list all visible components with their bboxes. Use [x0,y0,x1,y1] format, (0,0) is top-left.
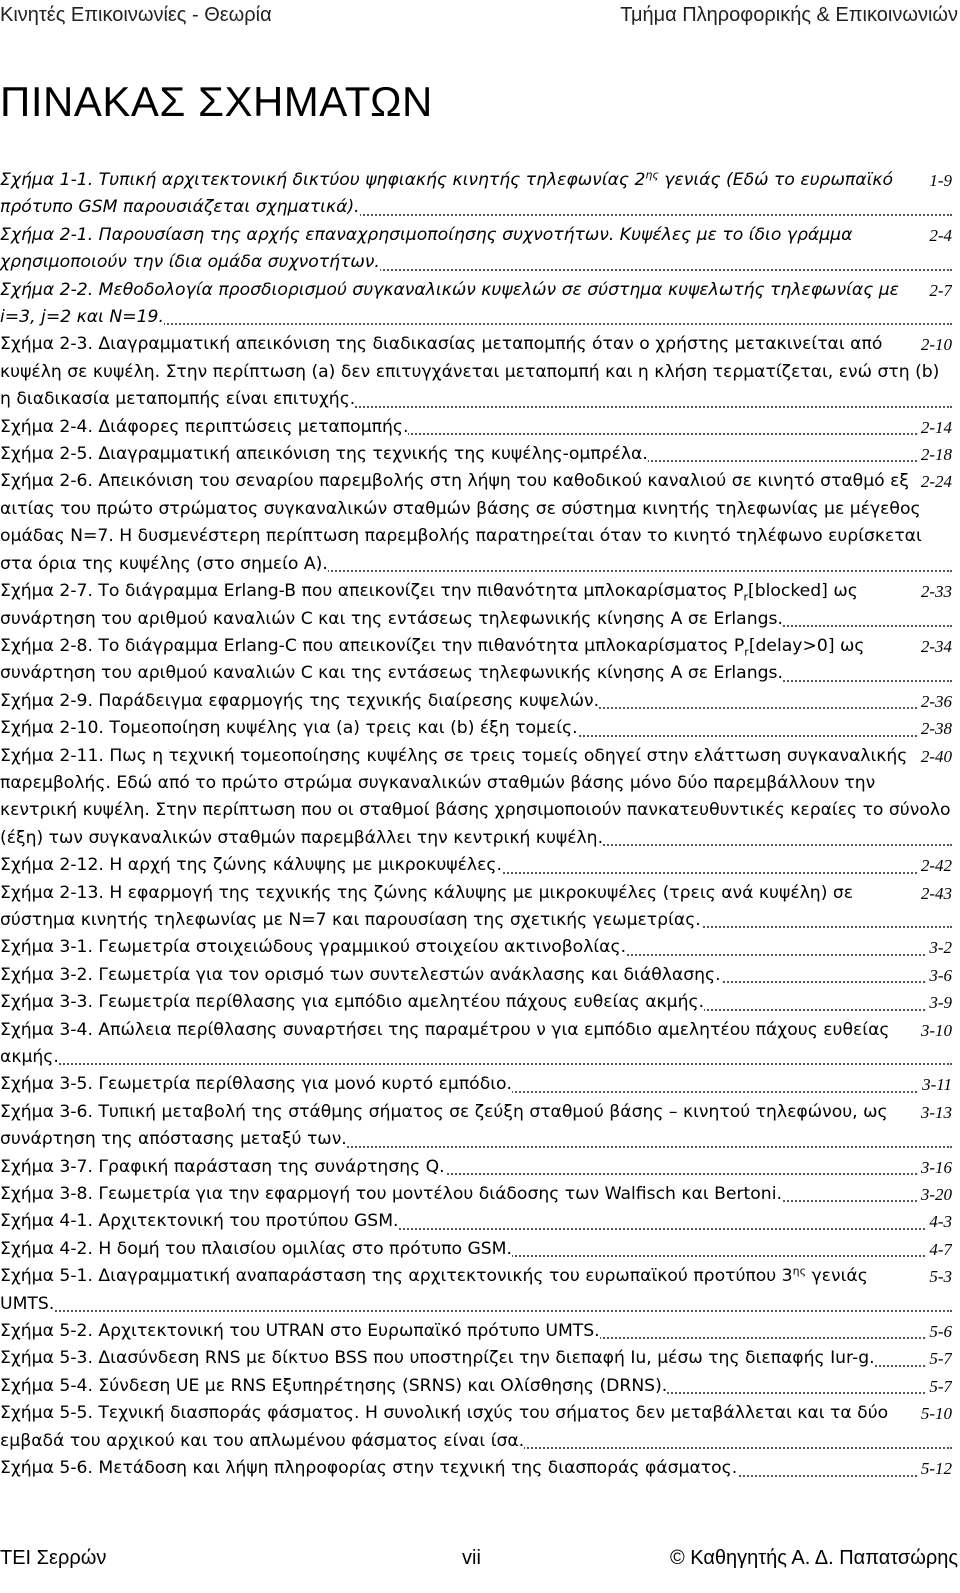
toc-entry-caption: Διαγραμματική απεικόνιση της τεχνικής της κυψέλης-ομπρέλα. [92,444,648,465]
toc-entry-page: 5-6 [925,1318,952,1345]
toc-entry-page: 1-9 [925,167,952,194]
toc-entry-caption: Απεικόνιση του σεναρίου παρεμβολής στη λήψη του καθοδικού καναλιού σε κινητό σταθμό εξ αιτίας του πρώτο στρώματος συγκαναλικών σταθμών βάσης σε σύστημα κινητής τηλεφωνίας με μέγεθος ομάδας N=7. Η δυσμενέστερη περίπτωση παρεμβολής παρατηρείται όταν το κινητό τηλέφωνο ευρίσκεται στα όρια της κυψέλης (στο σημείο Α). [0,471,922,574]
toc-entry-caption: Διασύνδεση RNS με δίκτυο BSS που υποστηρίζει την διεπαφή Iu, μέσω της διεπαφής Iur-g. [92,1348,875,1369]
toc-entry-text [0,1321,600,1341]
toc-entry[interactable] [0,962,952,989]
toc-entry-text [0,334,939,409]
toc-entry-page: 5-12 [917,1455,952,1482]
toc-entry-label: Σχήμα 2-6. [0,471,93,492]
toc-entry-page: 4-3 [925,1208,952,1235]
toc-entry[interactable] [0,1236,952,1263]
toc-entry-page: 3-6 [925,962,952,989]
toc-entry-page: 2-18 [917,441,952,468]
toc-entry[interactable] [0,715,952,742]
toc-entry-label: Σχήμα 2-4. [0,416,93,437]
toc-entry[interactable] [0,989,952,1016]
toc-entry[interactable] [0,441,952,468]
toc-entry-caption: Τομεοποίηση κυψέλης για (a) τρεις και (b) έξη τομείς. [103,718,578,739]
toc-entry-text [0,444,648,464]
toc-entry-caption: Αρχιτεκτονική του UTRAN στο Ευρωπαϊκό πρότυπο UMTS. [92,1321,600,1342]
toc-entry-caption: Γεωμετρία για τον ορισμό των συντελεστών ανάκλασης και διάθλασης. [92,964,721,985]
toc-entry-page: 4-7 [925,1236,952,1263]
toc-entry-text [0,965,721,985]
toc-entry-text [0,1020,890,1067]
toc-entry-page: 2-4 [925,222,952,249]
toc-entry-caption: Πως η τεχνική τομεοποίησης κυψέλης σε τρεις τομείς οδηγεί στην ελάττωση συγκαναλικής παρεμβολής. Εδώ από το πρώτο στρώμα συγκαναλικών σταθμών βάσης μόνο δύο παρεμβάλλουν την κεντρική κυψέλη. Στην περίπτωση που οι σταθμοί βάσης χρησιμοποιούν πανκατευθυντικές κεραίες το σύνολο (έξη) των συγκαναλικών σταθμών παρεμβάλλει την κεντρική κυψέλη. [0,745,951,848]
toc-entry-caption: Τεχνική διασποράς φάσματος. Η συνολική ισχύς του σήματος δεν μεταβάλλεται και τα δύο εμβαδά του αρχικού και του απλωμένου φάσματος είναι ίσα. [0,1403,889,1451]
toc-entry-label: Σχήμα 2-13. [0,882,104,903]
toc-entry-label: Σχήμα 4-2. [0,1238,93,1259]
toc-entry-text [0,1157,445,1177]
toc-entry-label: Σχήμα 5-5. [0,1403,93,1424]
toc-entry-text [0,992,704,1012]
superscript: ης [645,168,659,182]
subscript: r [744,645,749,659]
toc-entry-text [0,1458,737,1478]
toc-entry[interactable] [0,1455,952,1482]
toc-entry[interactable] [0,578,952,633]
toc-entry-page: 3-16 [917,1154,952,1181]
dot-leader [0,1063,952,1065]
toc-entry-caption: Διαγραμματική απεικόνιση της διαδικασίας μεταπομπής όταν ο χρήστης μετακινείται από κυψέλη σε κυψέλη. Στην περίπτωση (a) δεν επιτυγχάνεται μεταπομπή και η κλήση τερματίζεται, ενώ στη (b) η διαδικασία μεταπομπής είναι επιτυχής. [0,334,940,410]
figure-list [0,167,952,1483]
toc-entry-label: Σχήμα 3-7. [0,1156,93,1177]
toc-entry-text [0,170,893,217]
toc-entry-caption: Παράδειγμα εφαρμογής της τεχνικής διαίρεσης κυψελών. [92,690,600,711]
toc-entry-label: Σχήμα 5-6. [0,1458,93,1479]
toc-entry[interactable] [0,743,952,853]
toc-entry-caption: Η αρχή της ζώνης κάλυψης με μικροκυψέλες. [103,855,502,876]
toc-entry-text [0,1266,868,1313]
toc-entry-caption: Γραφική παράσταση της συνάρτησης Q. [92,1156,445,1177]
toc-entry-caption-cont: [blocked] ως συνάρτηση του αριθμού καναλιών C και της εντάσεως τηλεφωνικής κίνησης A σε Erlangs. [0,581,858,629]
toc-entry-label: Σχήμα 2-10. [0,718,104,739]
toc-entry-caption: Σύνδεση UE με RNS Εξυπηρέτησης (SRNS) και Ολίσθησης (DRNS). [92,1375,668,1396]
toc-entry-label: Σχήμα 2-7. [0,581,93,602]
toc-entry[interactable] [0,934,952,961]
toc-entry-text [0,746,951,848]
toc-entry-page: 2-43 [917,880,952,907]
toc-entry-label: Σχήμα 2-8. [0,635,93,656]
dot-leader [0,1310,952,1312]
toc-entry-page: 3-10 [917,1017,952,1044]
toc-entry[interactable] [0,1071,952,1098]
toc-entry-label: Σχήμα 3-4. [0,1019,93,1040]
toc-entry-caption: Η εφαρμογή της τεχνικής της ζώνης κάλυψης με μικροκυψέλες (τρεις ανά κυψέλη) σε σύστημα κινητής τηλεφωνίας με N=7 και παρουσίαση της σχετικής γεωμετρίας. [0,882,854,930]
toc-entry-text [0,471,922,573]
toc-entry[interactable] [0,468,952,578]
toc-entry-caption: Παρουσίαση της αρχής επαναχρησιμοποίησης συχνοτήτων. Κυψέλες με το ίδιο γράμμα χρησιμοποιούν την ίδια ομάδα συχνοτήτων. [0,224,853,273]
toc-entry-page: 2-42 [917,852,952,879]
toc-entry-caption: Το διάγραμμα Erlang-B που απεικονίζει την πιθανότητα μπλοκαρίσματος P [92,581,744,602]
toc-entry-page: 3-20 [917,1181,952,1208]
toc-entry-text [0,883,853,930]
header-course-title: Κινητές Επικοινωνίες - Θεωρία [0,4,272,26]
toc-entry-page: 5-7 [925,1373,952,1400]
toc-entry-label: Σχήμα 5-3. [0,1348,93,1369]
toc-entry-label: Σχήμα 2-5. [0,444,93,465]
toc-entry[interactable] [0,1017,952,1072]
toc-entry-text [0,581,858,628]
toc-entry-label: Σχήμα 5-1. [0,1266,93,1287]
toc-entry-text [0,417,408,437]
toc-entry-caption-cont: [delay>0] ως συνάρτηση του αριθμού καναλιών C και της εντάσεως τηλεφωνικής κίνησης A σε Erlangs. [0,635,865,684]
toc-entry-label: Σχήμα 3-1. [0,937,93,958]
toc-entry-caption: Γεωμετρία περίθλασης για μονό κυρτό εμπόδιο. [92,1074,513,1095]
toc-entry-text [0,636,864,683]
toc-entry-label: Σχήμα 3-6. [0,1101,93,1122]
toc-entry-label: Σχήμα 3-2. [0,964,93,985]
footer-author: © Καθηγητής Α. Δ. Παπατσώρης [669,1547,958,1569]
toc-entry-text [0,225,852,272]
toc-entry-page: 2-38 [917,715,952,742]
toc-entry-page: 2-7 [925,277,952,304]
toc-entry-caption: Γεωμετρία περίθλασης για εμπόδιο αμελητέου πάχους ευθείας ακμής. [92,992,705,1013]
toc-entry-label: Σχήμα 2-2. [0,279,94,300]
toc-entry-page: 3-11 [918,1071,952,1098]
toc-entry-label: Σχήμα 2-1. [0,224,94,245]
toc-entry[interactable] [0,414,952,441]
header-department: Τμήμα Πληροφορικής & Επικοινωνιών [620,4,958,26]
toc-entry[interactable] [0,633,952,688]
toc-entry-page: 2-14 [917,414,952,441]
toc-entry-label: Σχήμα 2-12. [0,855,104,876]
toc-entry[interactable] [0,880,952,935]
toc-entry-caption-cont: γενιάς (Εδώ το ευρωπαϊκό πρότυπο GSM παρουσιάζεται σχηματικά). [0,170,893,218]
toc-entry-caption: Τυπική αρχιτεκτονική δικτύου ψηφιακής κινητής τηλεφωνίας 2 [93,170,646,190]
toc-entry-label: Σχήμα 2-3. [0,334,93,355]
superscript: ης [792,1264,807,1278]
toc-entry-page: 2-10 [917,331,952,358]
toc-entry[interactable] [0,1373,952,1400]
toc-entry-page: 5-3 [925,1263,952,1290]
toc-entry-text [0,937,626,957]
toc-entry-label: Σχήμα 3-8. [0,1184,93,1205]
toc-entry[interactable] [0,1345,952,1372]
toc-entry-text [0,691,599,711]
toc-entry[interactable] [0,277,952,332]
page-number: vii [462,1547,481,1569]
toc-entry[interactable] [0,1099,952,1154]
toc-entry-page: 3-9 [925,989,952,1016]
toc-entry-text [0,280,899,327]
toc-entry-text [0,1239,512,1259]
toc-entry-caption: Η δομή του πλαισίου ομιλίας στο πρότυπο GSM. [92,1238,512,1259]
toc-entry-page: 2-33 [917,578,952,605]
toc-entry-caption: Μεθοδολογία προσδιορισμού συγκαναλικών κυψελών σε σύστημα κυψελωτής τηλεφωνίας με i=3, j=2 και N=19. [0,279,899,328]
toc-entry-label: Σχήμα 3-3. [0,992,93,1013]
page-title: ΠΙΝΑΚΑΣ ΣΧΗΜΑΤΩΝ [0,78,433,125]
toc-entry-caption: Τυπική μεταβολή της στάθμης σήματος σε ζεύξη σταθμού βάσης – κινητού τηλεφώνου, ως συνάρτηση της απόστασης μεταξύ των. [0,1101,888,1150]
toc-entry-text [0,718,578,738]
toc-entry[interactable] [0,1208,952,1235]
toc-entry-caption: Διάφορες περιπτώσεις μεταπομπής. [92,416,409,437]
toc-entry-caption: Γεωμετρία για την εφαρμογή του μοντέλου διάδοσης των Walfisch και Bertoni. [92,1184,782,1205]
toc-entry-caption: Αρχιτεκτονική του προτύπου GSM. [92,1211,399,1232]
footer-institution: ΤΕΙ Σερρών [0,1547,107,1569]
toc-entry-text [0,1403,888,1450]
toc-entry-page: 2-40 [917,743,952,770]
toc-entry[interactable] [0,1400,952,1455]
toc-entry-label: Σχήμα 3-5. [0,1074,93,1095]
toc-entry-text [0,1211,399,1231]
toc-entry[interactable] [0,1318,952,1345]
toc-entry-caption: Απώλεια περίθλασης συναρτήσει της παραμέτρου ν για εμπόδιο αμελητέου πάχους ευθείας ακμής. [0,1019,890,1067]
toc-entry-caption: Διαγραμματική αναπαράσταση της αρχιτεκτονικής του ευρωπαϊκού προτύπου 3 [92,1266,793,1287]
toc-entry-caption: Το διάγραμμα Erlang-C που απεικονίζει την πιθανότητα μπλοκαρίσματος P [92,635,745,656]
toc-entry-caption-cont: γενιάς UMTS. [0,1266,868,1314]
toc-entry-caption: Γεωμετρία στοιχειώδους γραμμικού στοιχείου ακτινοβολίας. [92,937,627,958]
toc-entry-text [0,1376,667,1396]
toc-entry[interactable] [0,688,952,715]
toc-entry[interactable] [0,852,952,879]
toc-entry-text [0,855,502,875]
toc-entry-page: 3-13 [917,1099,952,1126]
toc-entry-text [0,1074,512,1094]
toc-entry[interactable] [0,222,952,277]
toc-entry-label: Σχήμα 5-4. [0,1375,93,1396]
subscript: r [743,590,748,604]
toc-entry-page: 2-24 [917,468,952,495]
toc-entry-page: 2-36 [917,688,952,715]
toc-entry-page: 5-10 [917,1400,952,1427]
toc-entry-label: Σχήμα 1-1. [0,170,94,190]
toc-entry[interactable] [0,1263,952,1318]
toc-entry-page: 3-2 [925,934,952,961]
toc-entry-text [0,1184,782,1204]
toc-entry-label: Σχήμα 2-9. [0,690,93,711]
toc-entry-page: 5-7 [925,1345,952,1372]
toc-entry-text [0,1102,888,1149]
toc-entry-label: Σχήμα 5-2. [0,1321,93,1342]
toc-entry-caption: Μετάδοση και λήψη πληροφορίας στην τεχνική της διασποράς φάσματος. [92,1458,738,1479]
toc-entry[interactable] [0,1181,952,1208]
toc-entry[interactable] [0,1154,952,1181]
toc-entry-text [0,1348,875,1368]
toc-entry-label: Σχήμα 2-11. [0,745,104,766]
toc-entry-label: Σχήμα 4-1. [0,1211,93,1232]
toc-entry-page: 2-34 [917,633,952,660]
toc-entry[interactable] [0,167,952,222]
toc-entry[interactable] [0,331,952,413]
